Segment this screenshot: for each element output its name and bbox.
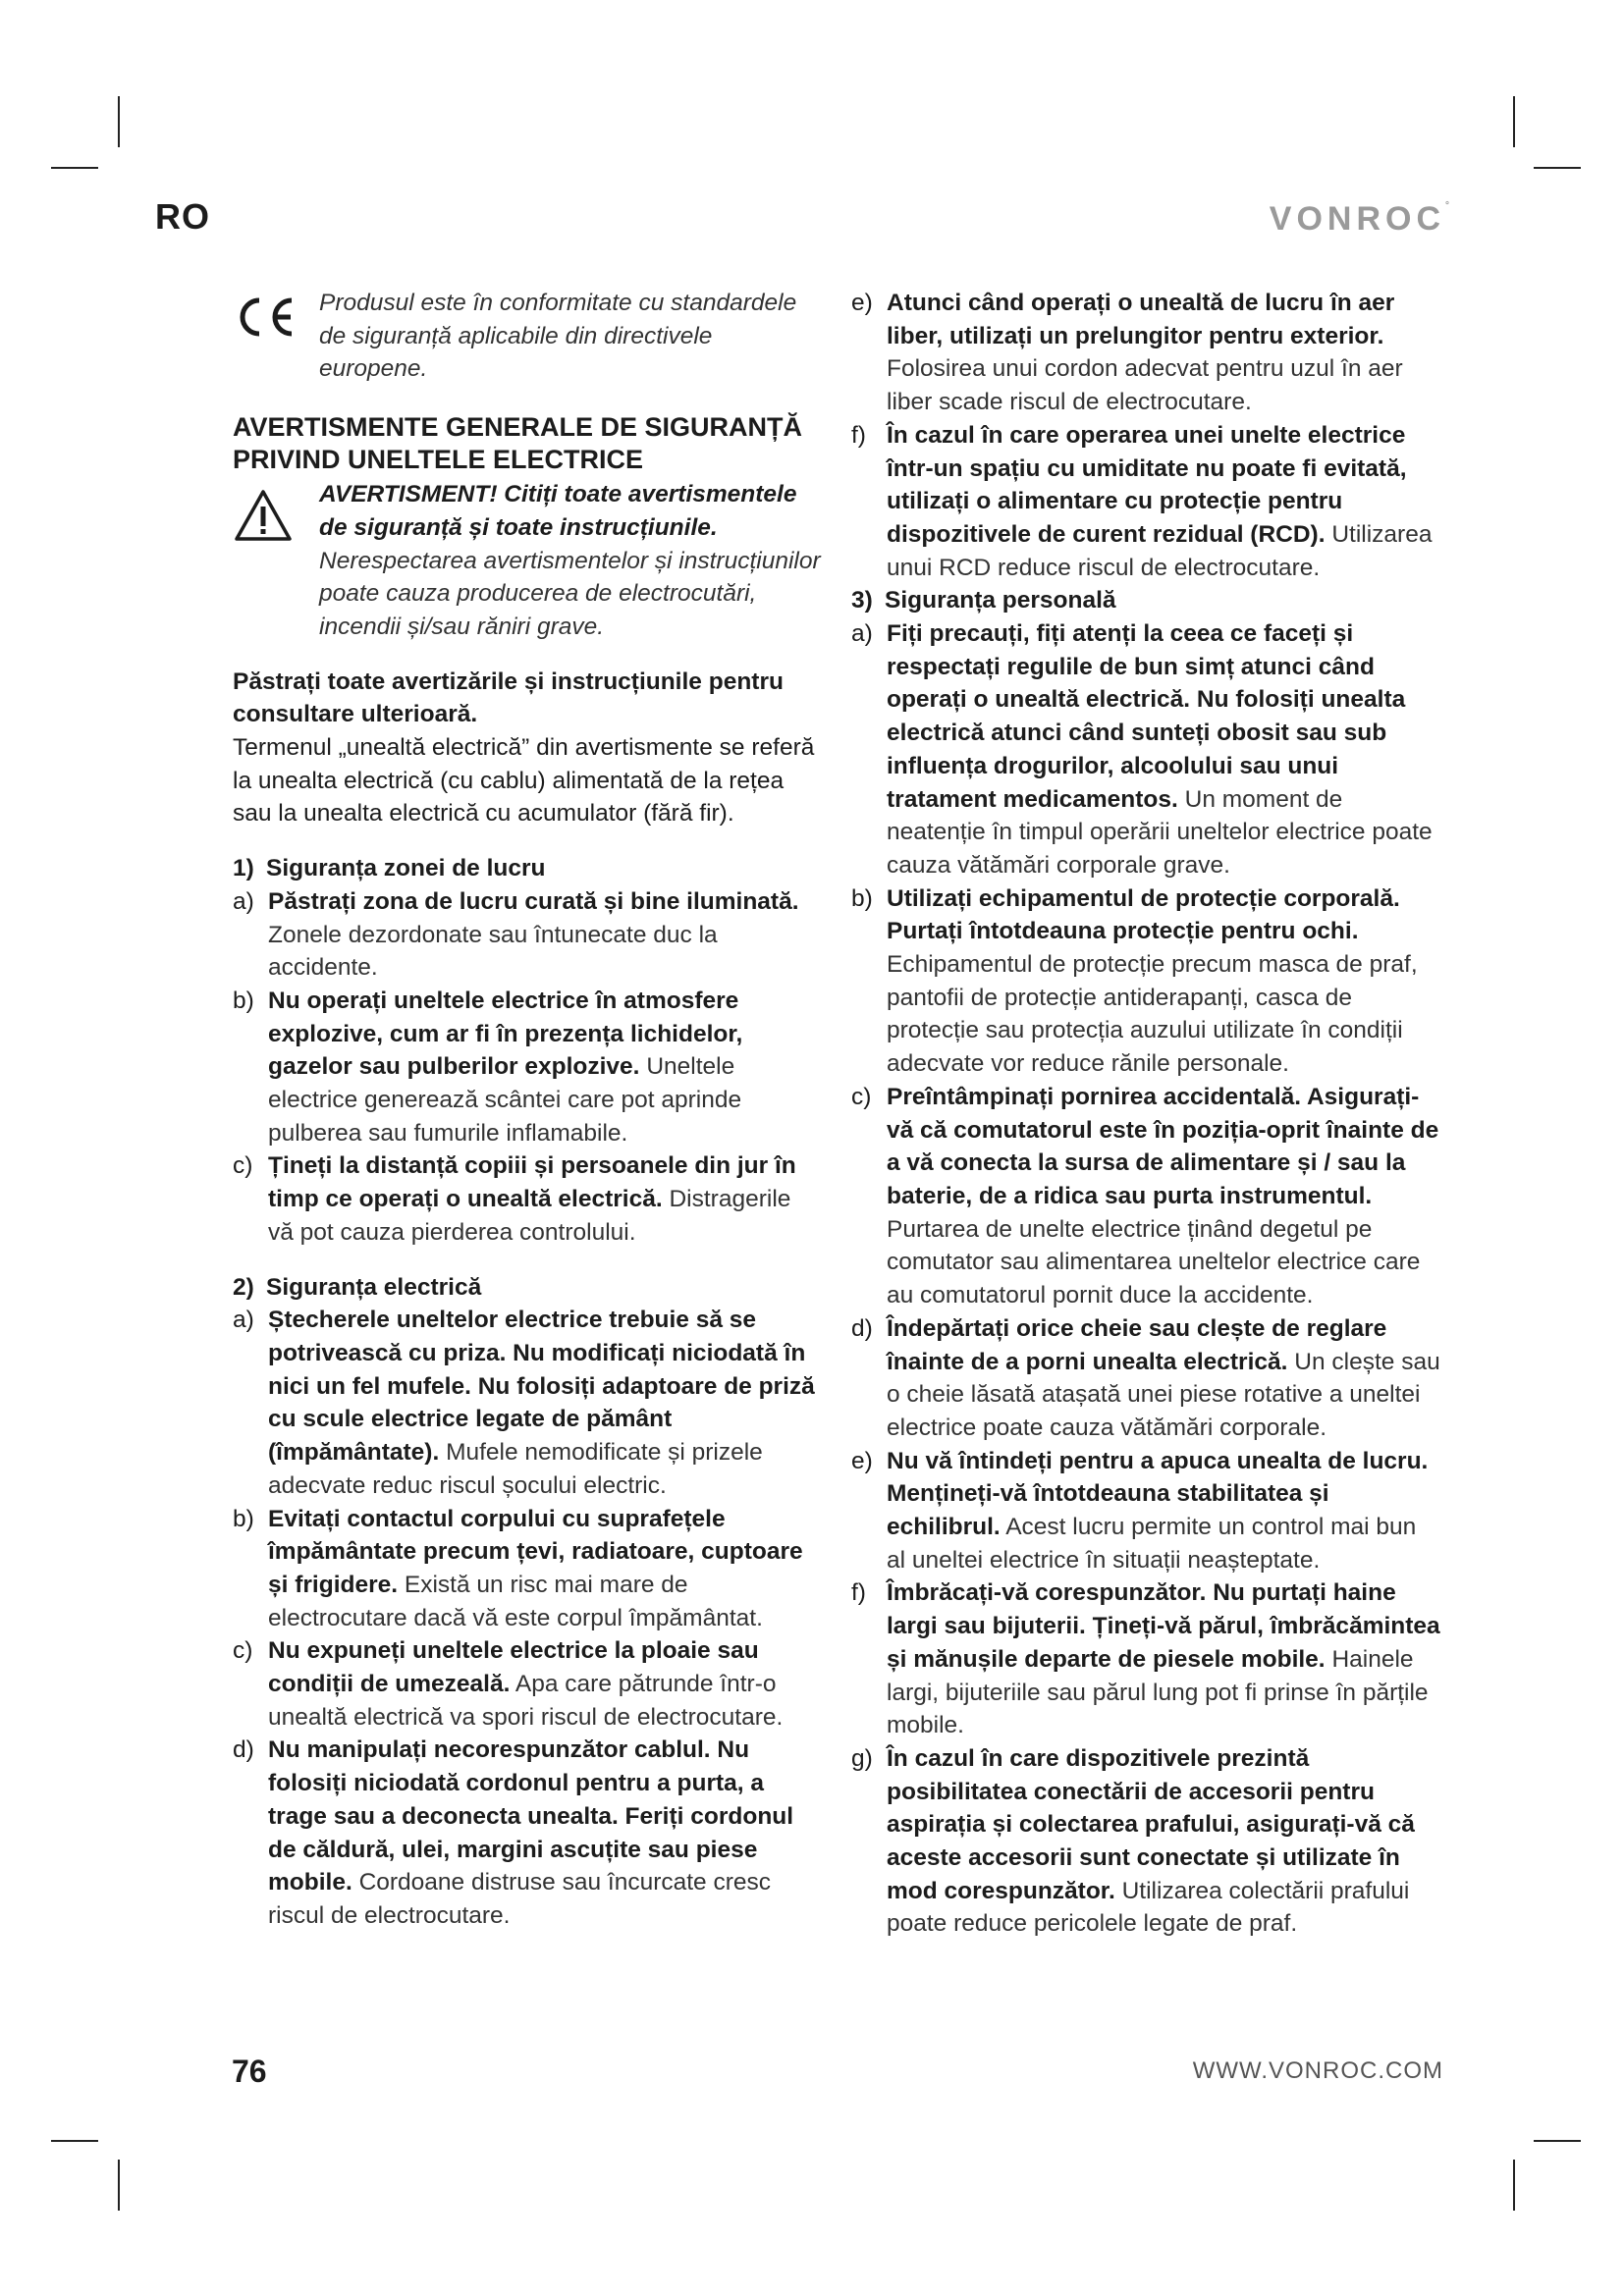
- list-item: b) Nu operați uneltele electrice în atmosfere explozive, cum ar fi în prezența lichidelor, gazelor sau pulberilor explozive. Uneltele electrice generează scântei care pot aprinde pulberea sau fumurile inflamabile.: [233, 987, 743, 1147]
- ce-notice-text: Produsul este în conformitate cu standardele de siguranță aplicabile din directivele europene.: [319, 290, 797, 383]
- crop-mark: [51, 2140, 98, 2142]
- list-item: a) Păstrați zona de lucru curată și bine iluminată. Zonele dezordonate sau întunecate duc la accidente.: [233, 887, 799, 982]
- list-item: b) Utilizați echipamentul de protecție corporală. Purtați întotdeauna protecție pentru ochi. Echipamentul de protecție precum masca de praf, pantofii de protecție antiderapanți, casca de protecție sau protecția auzului utilizate în condiții adecvate vor reduce rănile personale.: [851, 884, 1418, 1078]
- section-title: 3) Siguranța personală: [851, 587, 1116, 614]
- list-item: d) Îndepărtați orice cheie sau clește de reglare înainte de a porni unealta electrică. Un clește sau o cheie lăsată atașată unei piese rotative a uneltei electrice poate cauza vătămări corporale.: [851, 1314, 1440, 1441]
- crop-mark: [1513, 2160, 1515, 2211]
- brand-mark: °: [1445, 200, 1449, 211]
- crop-mark: [118, 2160, 120, 2211]
- right-column: [851, 287, 1440, 1941]
- list-item: f) Îmbrăcați-vă corespunzător. Nu purtați haine largi sau bijuterii. Țineți-vă părul, îmbrăcămintea și mănușile departe de piesele mobile. Hainele largi, bijuteriile sau părul lung pot fi prinse în părțile mobile.: [851, 1579, 1440, 1739]
- section-title: 1) Siguranța zonei de lucru: [233, 855, 546, 882]
- crop-mark: [1534, 167, 1581, 169]
- ce-mark-icon: [233, 294, 298, 340]
- list-item: e) Atunci când operați o unealtă de lucru în aer liber, utilizați un prelungitor pentru exterior. Folosirea unui cordon adecvat pentru uzul în aer liber scade riscul de electrocutare.: [851, 290, 1403, 416]
- website-url: WWW.VONROC.COM: [1192, 2057, 1443, 2084]
- list-item: a) Ștecherele uneltelor electrice trebuie să se potrivească cu priza. Nu modificați niciodată în nici un fel mufele. Nu folosiți adaptoare de priză cu scule electrice legate de pământ (împământate). Mufele nemodificate și prizele adecvate reduc riscul șocului electric.: [233, 1307, 815, 1499]
- crop-mark: [1534, 2140, 1581, 2142]
- section-2: [233, 1271, 822, 1933]
- list-item: c) Țineți la distanță copiii și persoanele din jur în timp ce operați o unealtă electrică. Distragerile vă pot cauza pierderea controlului.: [233, 1152, 796, 1246]
- list-item: b) Evitați contactul corpului cu suprafețele împământate precum țevi, radiatoare, cuptoare și frigidere. Există un risc mai mare de electrocutare dacă vă este corpul împământat.: [233, 1505, 803, 1631]
- section-2-continued: [851, 287, 1440, 584]
- list-item: d) Nu manipulați necorespunzător cablul. Nu folosiți niciodată cordonul pentru a purta, a trage sau a deconecta unealta. Feriți cordonul de căldură, ulei, margini ascuțite sau piese mobile. Cordoane distruse sau încurcate cresc riscul de electrocutare.: [233, 1736, 794, 1929]
- list-item: c) Preîntâmpinați pornirea accidentală. Asigurați-vă că comutatorul este în poziția-oprit înainte de a vă conecta la sursa de alimentare și / sau la baterie, de a ridica sau purta instrumentul. Purtarea de unelte electrice ținând degetul pe comutator sau alimentarea uneltelor electrice care au comutatorul pornit duce la accidente.: [851, 1083, 1439, 1309]
- warning-title: AVERTISMENT! Citiți toate avertismentele de siguranță și toate instrucțiunile.: [319, 481, 797, 541]
- warning-block: [233, 478, 822, 644]
- section-heading: AVERTISMENTE GENERALE DE SIGURANȚĂ PRIVIND UNELTELE ELECTRICE: [233, 412, 803, 475]
- language-code: RO: [155, 196, 210, 237]
- section-title: 2) Siguranța electrică: [233, 1273, 482, 1301]
- list-item: e) Nu vă întindeți pentru a apuca unealta de lucru. Mențineți-vă întotdeauna stabilitatea și echilibrul. Acest lucru permite un control mai bun al uneltei electrice în situații neașteptate.: [851, 1447, 1429, 1574]
- list-item: c) Nu expuneți uneltele electrice la ploaie sau condiții de umezeală. Apa care pătrunde într-o unealtă electrică va spori riscul de electrocutare.: [233, 1637, 784, 1731]
- list-item: f) În cazul în care operarea unei unelte electrice într-un spațiu cu umiditate nu poate fi evitată, utilizați o alimentare cu protecție pentru dispozitivele de curent rezidual (RCD). Utilizarea unui RCD reduce riscul de electrocutare.: [851, 421, 1433, 581]
- brand-name: VONROC: [1269, 200, 1445, 238]
- brand-logo: [1270, 200, 1449, 239]
- left-column: [233, 287, 822, 1933]
- keep-instructions: [233, 666, 822, 831]
- section-3: [851, 584, 1440, 1941]
- ce-notice: [233, 287, 822, 386]
- crop-mark: [51, 167, 98, 169]
- list-item: g) În cazul în care dispozitivele prezintă posibilitatea conectării de accesorii pentru aspirația și colectarea prafului, asigurați-vă că aceste accesorii sunt conectate și utilizate în mod corespunzător. Utilizarea colectării prafului poate reduce pericolele legate de praf.: [851, 1744, 1415, 1938]
- warning-text: Nerespectarea avertismentelor și instrucțiunilor poate cauza producerea de electrocutări, incendii și/sau răniri grave.: [319, 547, 821, 640]
- list-item: a) Fiți precauți, fiți atenți la ceea ce faceți și respectați regulile de bun simț atunci când operați o unealtă electrică. Nu folosiți unealta electrică atunci când sunteți obosit sau sub influența drogurilor, alcoolului sau unui tratament medicamentos. Un moment de neatenție în timpul operării uneltelor electrice poate cauza vătămări corporale grave.: [851, 620, 1433, 879]
- section-1: [233, 852, 822, 1249]
- crop-mark: [1513, 96, 1515, 147]
- keep-instructions-bold: Păstrați toate avertizările și instrucțiunile pentru consultare ulterioară.: [233, 667, 784, 728]
- page-number: 76: [232, 2054, 267, 2089]
- crop-mark: [118, 96, 120, 147]
- keep-instructions-text: Termenul „unealtă electrică” din avertismente se referă la unealta electrică (cu cablu) alimentată de la rețea sau la unealta electrică cu acumulator (fără fir).: [233, 734, 815, 828]
- warning-triangle-icon: [233, 488, 294, 543]
